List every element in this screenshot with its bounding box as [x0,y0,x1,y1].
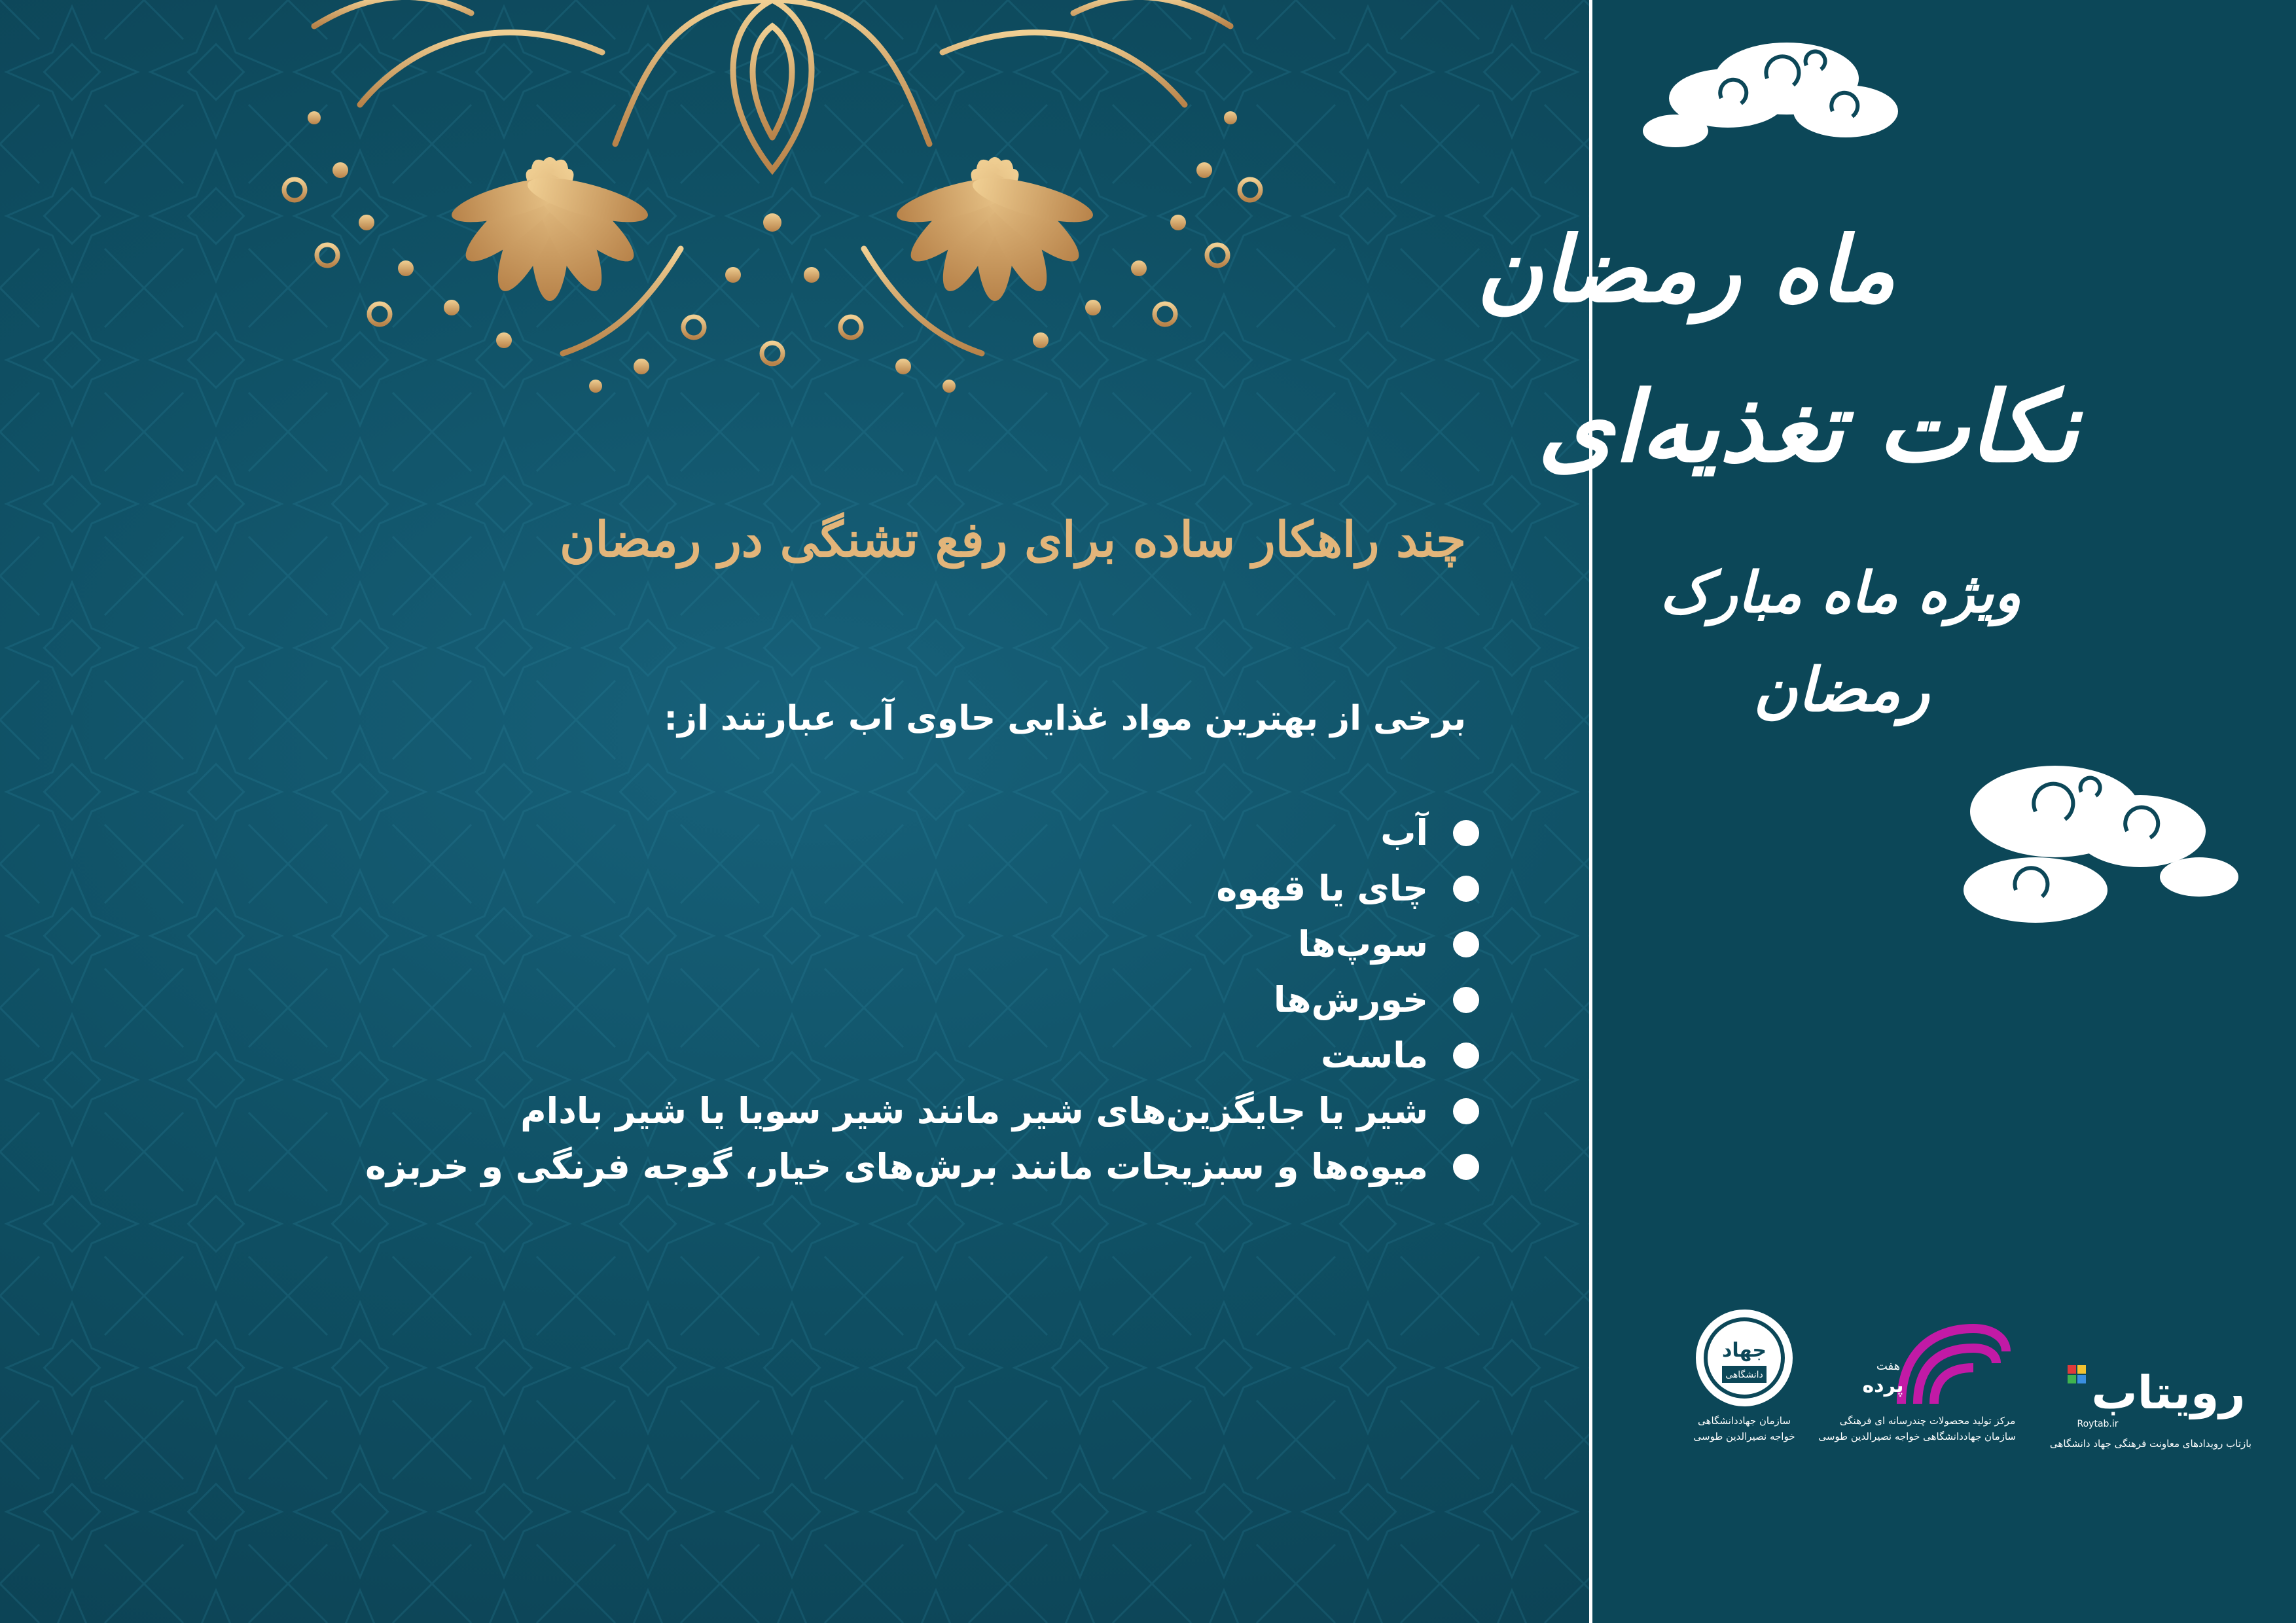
haft-parde-small-text: هفت [1876,1359,1901,1373]
bullet-icon [1453,876,1479,902]
intro-text: برخی از بهترین مواد غذایی حاوی آب عبارتند از: [664,699,1466,738]
roytab-logo-text: رویتاب [2091,1366,2246,1419]
jahad-caption-line1: سازمان جهاددانشگاهی [1698,1415,1791,1427]
bullet-icon [1453,1154,1479,1180]
list-item: چای یا قهوه [365,861,1479,916]
list-item: شیر یا جایگزین‌های شیر مانند شیر سویا یا شیر بادام [365,1083,1479,1139]
haft-parde-caption-line2: سازمان جهاددانشگاهی خواجه نصیرالدین طوسی [1818,1431,2016,1442]
jahad-caption-line2: خواجه نصیرالدین طوسی [1693,1431,1795,1442]
haft-parde-caption-line1: مرکز تولید محصولات چندرسانه ای فرهنگی [1839,1415,2016,1427]
food-list [365,805,1479,1194]
bullet-icon [1453,1043,1479,1069]
roytab-logo-icon [2058,1355,2248,1433]
jahad-logo-text: جهاد [1721,1339,1767,1362]
title-line-ramadan: ماه رمضان [1477,216,1895,323]
list-item: آب [365,805,1479,861]
bullet-icon [1453,987,1479,1013]
list-item: ماست [365,1027,1479,1083]
bullet-icon [1453,820,1479,846]
roytab-site-text: Roytab.ir [2077,1419,2119,1429]
jahad-emblem-icon [1692,1306,1797,1410]
bullet-icon [1453,1098,1479,1124]
subtitle-line-ramadan: رمضان [1753,654,1929,725]
title-line-nutrition: نکات تغذیه‌ای [1537,370,2079,484]
logo-roytab [2049,1355,2251,1452]
logo-jahad-daneshgahi [1672,1306,1816,1444]
cloud-ornament-icon [1937,746,2251,942]
haft-parde-emblem-icon [1842,1312,2013,1410]
list-item: خورش‌ها [365,972,1479,1027]
list-item: میوه‌ها و سبزیجات مانند برش‌های خیار، گوجه فرنگی و خربزه [365,1139,1479,1194]
bullet-icon [1453,931,1479,957]
logo-haft-parde [1818,1312,2016,1444]
content-heading: چند راهکار ساده برای رفع تشنگی در رمضان [559,512,1466,568]
jahad-logo-subtext: دانشگاهی [1725,1370,1763,1380]
subtitle-line: ویژه ماه مبارک [1660,560,2021,626]
cloud-ornament-icon [1636,20,1911,157]
list-item: سوپ‌ها [365,916,1479,972]
gold-mandala-ornament [144,0,1388,406]
haft-parde-logo-text: پرده [1862,1374,1904,1397]
roytab-caption: بازتاب رویدادهای معاونت فرهنگی جهاد دانشگاهی [2049,1438,2251,1450]
